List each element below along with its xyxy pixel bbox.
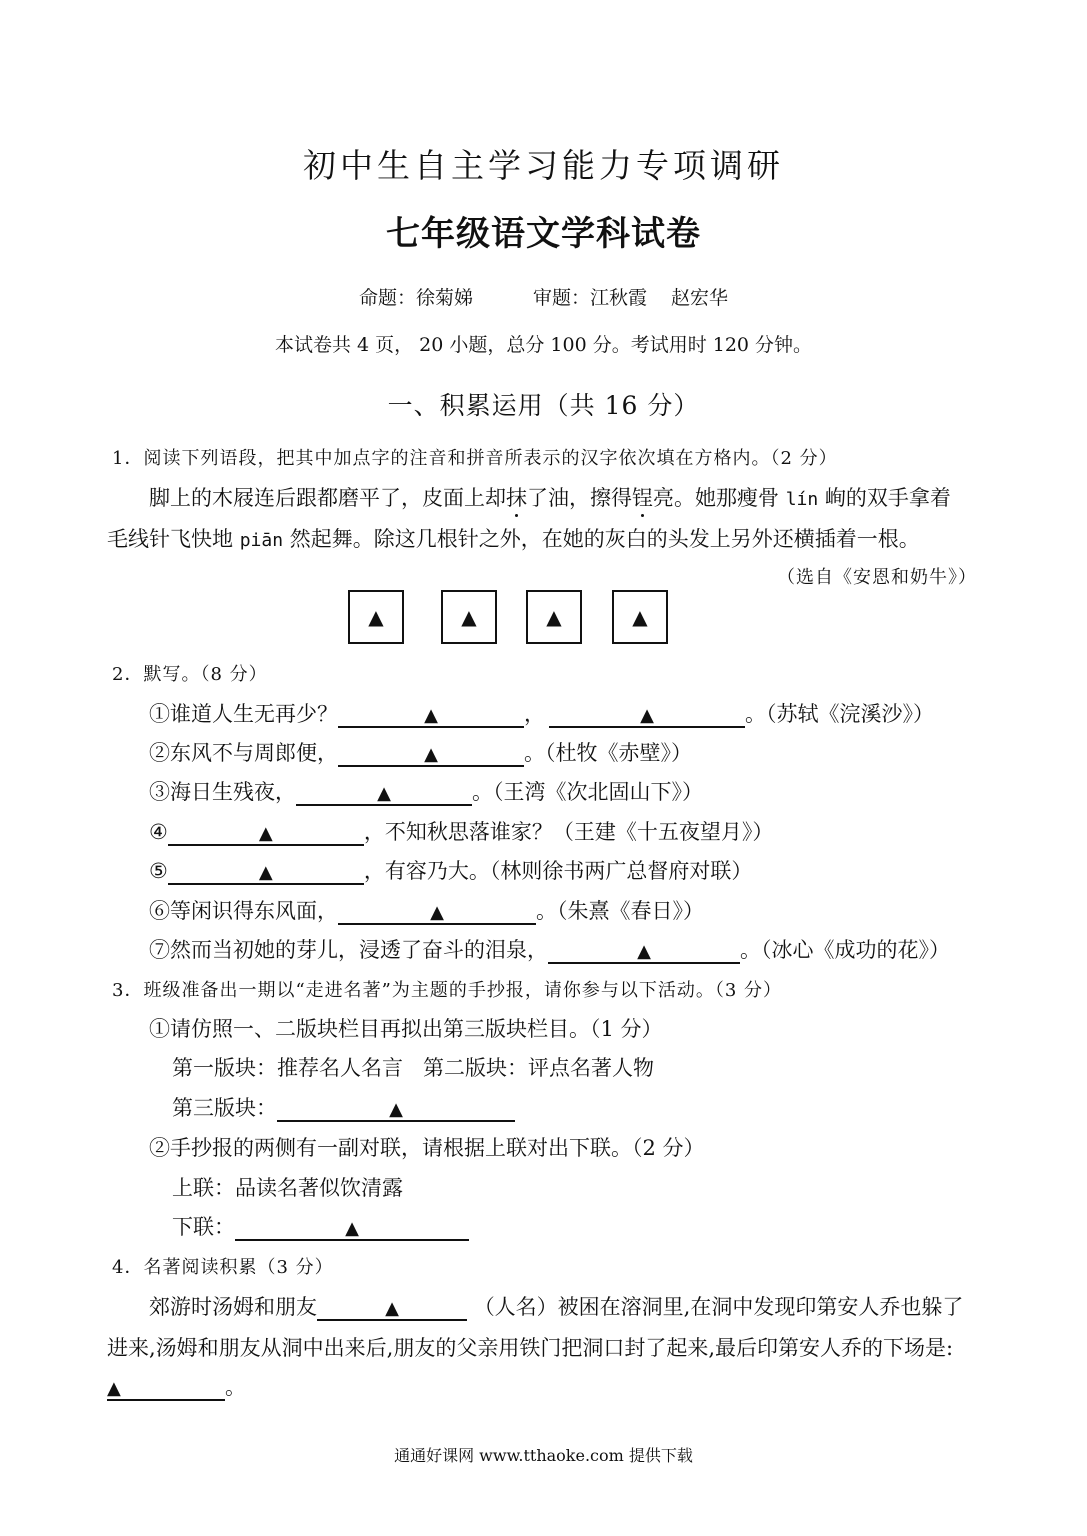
- q2-line-1: [149, 698, 934, 728]
- author-label: 命题：徐菊娣: [358, 287, 473, 309]
- blank-marker: ▲: [385, 1298, 399, 1319]
- q4-text: （人名）被困在溶洞里,在洞中发现印第安人乔也躲了: [473, 1295, 964, 1319]
- blank-marker: ▲: [424, 705, 438, 726]
- q3-examples: 第一版块：推荐名人名言 第二版块：评点名著人物: [172, 1056, 655, 1080]
- q4-text: 。: [225, 1375, 246, 1399]
- q2-text: 。（杜牧《赤壁》）: [524, 741, 692, 765]
- q4-line-1: [149, 1291, 963, 1321]
- blank-marker: ▲: [637, 941, 651, 962]
- q1-text: 峋的双手拿着: [824, 486, 951, 510]
- blank-marker: ▲: [640, 705, 654, 726]
- answer-blank[interactable]: [317, 1296, 467, 1321]
- answer-blank[interactable]: [235, 1216, 469, 1241]
- answer-box[interactable]: ▲: [526, 590, 582, 644]
- q3-stem: 3．班级准备出一期以“走进名著”为主题的手抄报，请你参与以下活动。（3 分）: [112, 980, 783, 1001]
- answer-blank[interactable]: [277, 1097, 515, 1122]
- q2-text: 。（朱熹《春日》）: [536, 899, 704, 923]
- blank-marker: ▲: [107, 1378, 121, 1399]
- pinyin: lín: [785, 489, 819, 510]
- reviewer2-name: 赵宏华: [671, 287, 729, 309]
- q3-upper-couplet: 上联：品读名著似饮清露: [172, 1176, 403, 1200]
- q2-line-3: [149, 776, 703, 806]
- answer-box[interactable]: ▲: [441, 590, 497, 644]
- q2-text: ⑥等闲识得东风面，: [149, 899, 338, 923]
- q1-paragraph-line2: [107, 523, 920, 553]
- q2-text: ②东风不与周郎便，: [149, 741, 338, 765]
- q2-text: ⑤: [149, 859, 168, 883]
- q3-label: 第三版块：: [172, 1096, 277, 1120]
- dotted-char: 锃: [632, 486, 653, 510]
- answer-blank[interactable]: [548, 939, 740, 964]
- blank-marker: ▲: [345, 1218, 359, 1239]
- blank-marker: ▲: [430, 902, 444, 923]
- q4-line-2: 进来,汤姆和朋友从洞中出来后,朋友的父亲用铁门把洞口封了起来,最后印第安人乔的下场是:: [107, 1336, 954, 1360]
- answer-blank[interactable]: [168, 821, 364, 846]
- q2-text: ④: [149, 820, 168, 844]
- blank-marker: ▲: [258, 823, 273, 844]
- blank-marker: ▲: [258, 862, 273, 883]
- q3-label: 下联：: [172, 1215, 235, 1239]
- q2-stem: 2．默写。（8 分）: [112, 664, 268, 685]
- q1-text: 然起舞。除这几根针之外，在她的灰白的头发上另外还横插着一根。: [289, 527, 920, 551]
- blank-marker: ▲: [377, 783, 391, 804]
- q1-text: 脚上的木屐连后跟都磨平了，皮面上却: [149, 486, 506, 510]
- q2-line-6: [149, 895, 704, 925]
- q4-stem: 4．名著阅读积累（3 分）: [112, 1257, 334, 1278]
- answer-blank[interactable]: [296, 781, 472, 806]
- blank-marker: ▲: [424, 744, 438, 765]
- q3-sub2: ②手抄报的两侧有一副对联，请根据上联对出下联。（2 分）: [149, 1136, 705, 1160]
- q2-line-4: [149, 816, 773, 846]
- q2-line-5: [149, 855, 752, 885]
- answer-blank[interactable]: [338, 742, 524, 767]
- answer-blank[interactable]: [549, 703, 745, 728]
- blank-marker: ▲: [389, 1099, 403, 1120]
- q1-source: （选自《安恩和奶牛》）: [777, 567, 977, 588]
- q2-text: ①谁道人生无再少？: [149, 702, 338, 726]
- exam-subtitle: 七年级语文学科试卷: [386, 214, 701, 254]
- q2-text: ③海日生残夜，: [149, 780, 296, 804]
- answer-box[interactable]: ▲: [612, 590, 668, 644]
- section-heading: 一、积累运用（共 16 分）: [387, 391, 700, 420]
- authors-line: [0, 283, 1087, 310]
- q1-text: 了油，擦得: [527, 486, 632, 510]
- pinyin: piān: [239, 530, 284, 551]
- q4-line-3: [107, 1371, 246, 1401]
- q3-third-board: [172, 1092, 515, 1122]
- q3-lower-couplet: [172, 1211, 469, 1241]
- reviewer-label: 审题：江秋霞: [532, 287, 647, 309]
- answer-blank[interactable]: [338, 703, 524, 728]
- q1-text: 亮。她那瘦骨: [653, 486, 779, 510]
- q1-text: 毛线针飞快地: [107, 527, 233, 551]
- answer-blank[interactable]: [338, 900, 536, 925]
- q2-text: 。（王湾《次北固山下》）: [472, 780, 703, 804]
- answer-blank[interactable]: [107, 1376, 225, 1401]
- q1-stem: 1．阅读下列语段，把其中加点字的注音和拼音所表示的汉字依次填在方格内。（2 分）: [112, 448, 838, 469]
- q3-sub1: ①请仿照一、二版块栏目再拟出第三版块栏目。（1 分）: [149, 1017, 663, 1041]
- q4-text: 郊游时汤姆和朋友: [149, 1295, 317, 1319]
- dotted-char: 抹: [506, 486, 527, 510]
- q2-text: ，不知秋思落谁家？（王建《十五夜望月》）: [363, 820, 774, 844]
- q2-line-7: [149, 934, 950, 964]
- q2-line-2: [149, 737, 692, 767]
- q2-text: ，有容乃大。（林则徐书两广总督府对联）: [363, 859, 753, 883]
- exam-info: 本试卷共 4 页， 20 小题，总分 100 分。考试用时 120 分钟。: [274, 334, 813, 356]
- q2-text: ，: [524, 702, 545, 726]
- q2-text: 。（苏轼《浣溪沙》）: [745, 702, 934, 726]
- page-title: 初中生自主学习能力专项调研: [303, 146, 784, 185]
- q2-text: 。（冰心《成功的花》）: [740, 938, 950, 962]
- footer-credit: 通通好课网 www.tthaoke.com 提供下载: [394, 1446, 693, 1465]
- q2-text: ⑦然而当初她的芽儿，浸透了奋斗的泪泉，: [149, 938, 548, 962]
- answer-blank[interactable]: [168, 860, 364, 885]
- answer-box[interactable]: ▲: [348, 590, 404, 644]
- q1-paragraph-line1: [149, 482, 951, 512]
